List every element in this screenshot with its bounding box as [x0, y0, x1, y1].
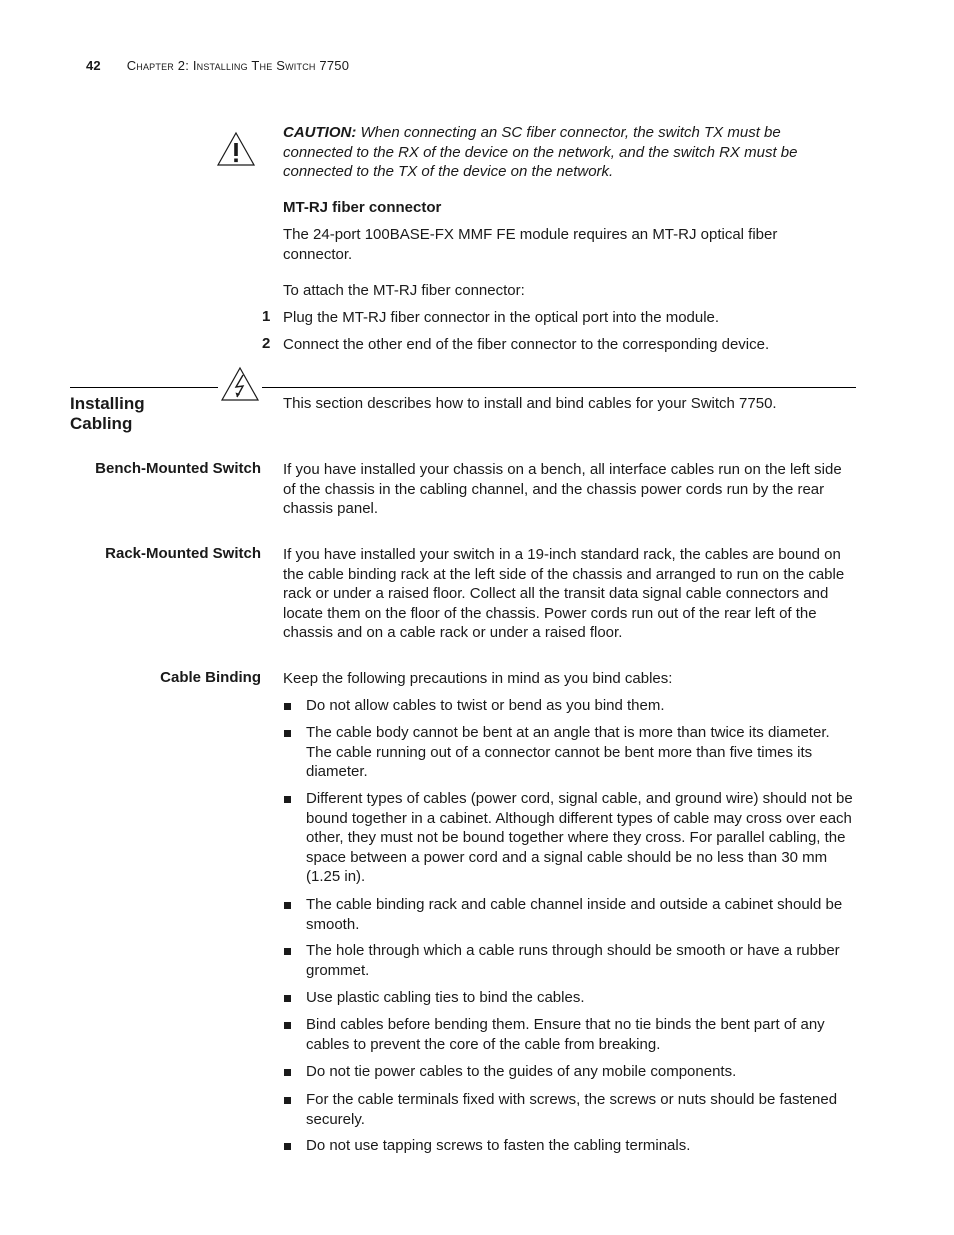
step-number: 1 — [262, 308, 271, 325]
section-rule-right — [262, 387, 856, 388]
bullet-text: Do not allow cables to twist or bend as you bind them. — [306, 697, 665, 714]
electric-shock-warning-icon — [220, 366, 260, 402]
bullet-text: Do not tie power cables to the guides of any mobile components. — [306, 1063, 737, 1080]
binding-heading: Cable Binding — [160, 669, 261, 686]
bullet-text: The cable body cannot be bent at an angle that is more than twice its diameter. The cable running out of a connector cannot be bent more than five times its diameter. — [306, 724, 830, 781]
bullet-text: Bind cables before bending them. Ensure that no tie binds the bent part of any cables to prevent the core of the cable from breaking. — [306, 1016, 825, 1053]
bullet-text: Different types of cables (power cord, signal cable, and ground wire) should not be bound together in a cabinet. Although different types of cable may cross over each other, they must not be bound together where they cross. For parallel cabling, the space between a power cord and a signal cable should be no less than 30 mm (1.25 in). — [306, 790, 853, 886]
chapter-title: Chapter 2: Installing The Switch 7750 — [126, 58, 350, 73]
step-text: Connect the other end of the fiber connector to the corresponding device. — [283, 336, 770, 353]
bullet-text: The cable binding rack and cable channel inside and outside a cabinet should be smooth. — [306, 896, 843, 933]
section-heading — [70, 394, 145, 433]
caution-note — [283, 123, 843, 182]
bench-text: If you have installed your chassis on a bench, all interface cables run on the left side of the chassis in the cabling channel, and the chassis power cords run by the rear chassis panel. — [283, 461, 842, 518]
bullet-text: For the cable terminals fixed with screws, the screws or nuts should be fastened securely. — [306, 1091, 838, 1128]
bullet-text: Use plastic cabling ties to bind the cables. — [306, 989, 585, 1006]
installing-text: This section describes how to install and bind cables for your Switch 7750. — [283, 395, 777, 412]
mtrj-intro: To attach the MT-RJ fiber connector: — [283, 282, 525, 299]
bullet-marker — [284, 703, 291, 710]
step-text: Plug the MT-RJ fiber connector in the optical port into the module. — [283, 309, 720, 326]
bullet-marker — [284, 1143, 291, 1150]
bullet-marker — [284, 796, 291, 803]
bullet-text: The hole through which a cable runs through should be smooth or have a rubber grommet. — [306, 942, 840, 979]
section-rule-left — [70, 387, 218, 388]
bullet-marker — [284, 730, 291, 737]
bullet-marker — [284, 902, 291, 909]
page-number: 42 — [86, 58, 101, 73]
mtrj-paragraph: The 24-port 100BASE-FX MMF FE module requires an MT-RJ optical fiber connector. — [283, 226, 778, 263]
section-heading-line: Installing — [70, 394, 145, 413]
rack-heading: Rack-Mounted Switch — [105, 545, 261, 562]
caution-body: When connecting an SC fiber connector, the switch TX must be connected to the RX of the device on the network, and the switch RX must be connected to the TX of the device on the network. — [283, 124, 798, 181]
bullet-marker — [284, 1069, 291, 1076]
caution-triangle-icon — [216, 131, 256, 167]
binding-intro: Keep the following precautions in mind as you bind cables: — [283, 670, 673, 687]
running-header — [86, 58, 349, 73]
bullet-marker — [284, 995, 291, 1002]
bench-heading: Bench-Mounted Switch — [95, 460, 261, 477]
bullet-marker — [284, 1022, 291, 1029]
bullet-marker — [284, 1097, 291, 1104]
caution-label: CAUTION: — [283, 124, 357, 141]
bullet-text: Do not use tapping screws to fasten the cabling terminals. — [306, 1137, 691, 1154]
step-number: 2 — [262, 335, 271, 352]
section-heading-line: Cabling — [70, 413, 133, 433]
bullet-marker — [284, 948, 291, 955]
rack-text: If you have installed your switch in a 19-inch standard rack, the cables are bound on the cable binding rack at the left side of the chassis and arranged to run on the cable rack or under a raised floor. Collect all the transit data signal cable connectors and locate them on the floor of the chassis. Power cords run out of the rear left of the chassis and on a cable rack or under a raised floor. — [283, 546, 845, 642]
mtrj-heading: MT-RJ fiber connector — [283, 199, 442, 216]
